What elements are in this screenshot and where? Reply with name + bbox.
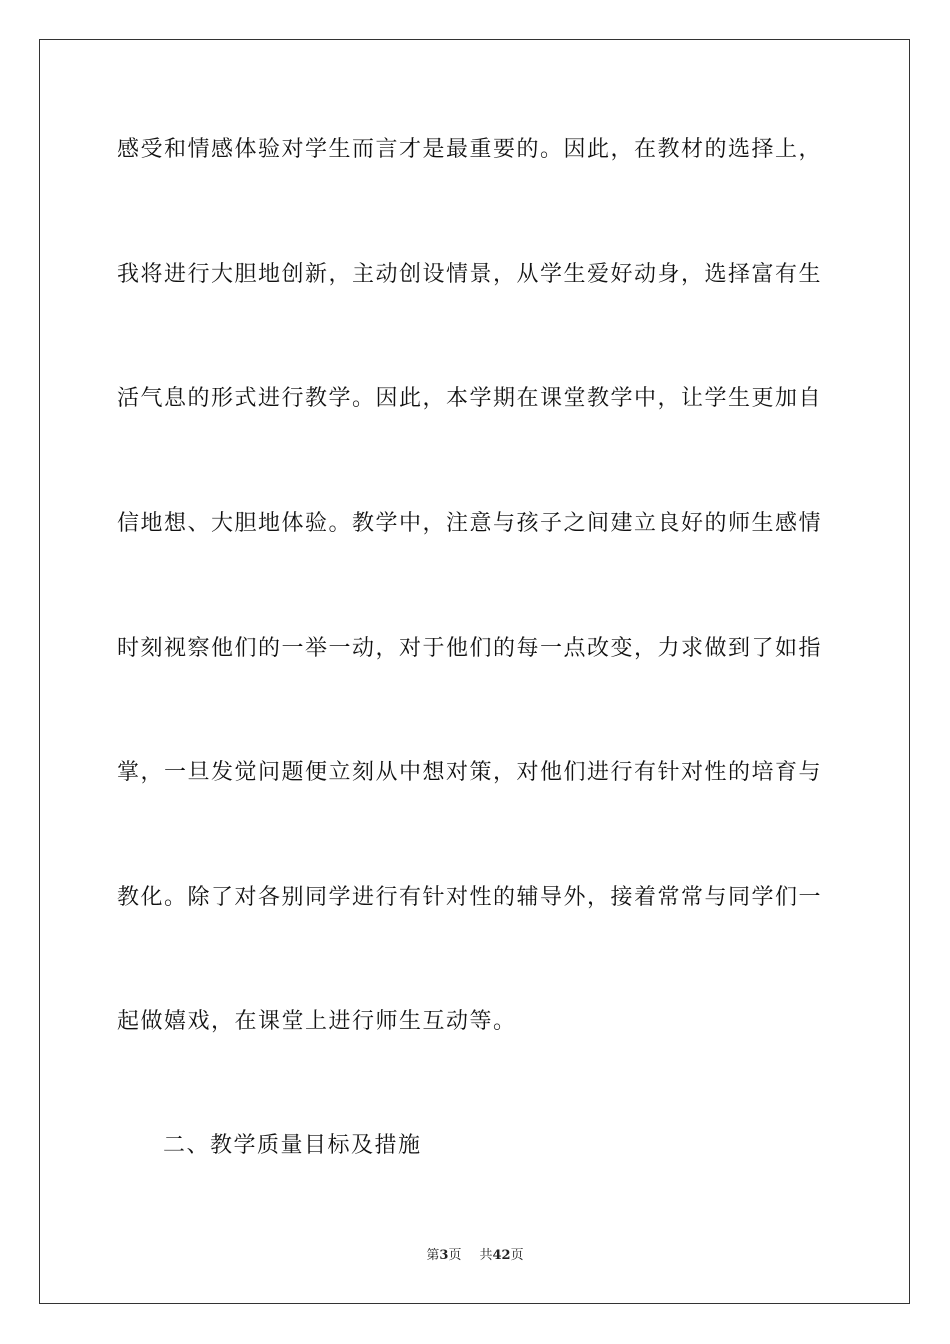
paragraph-line-3: 活气息的形式进行教学。因此，本学期在课堂教学中，让学生更加自 xyxy=(117,386,823,411)
footer-page-unit: 页 xyxy=(448,1248,462,1263)
paragraph-line-4: 信地想、大胆地体验。教学中，注意与孩子之间建立良好的师生感情 xyxy=(117,511,823,536)
paragraph-line-6: 掌，一旦发觉问题便立刻从中想对策，对他们进行有针对性的培育与 xyxy=(117,760,823,785)
total-page-count: 42 xyxy=(492,1248,511,1263)
paragraph-line-7: 教化。除了对各别同学进行有针对性的辅导外，接着常常与同学们一 xyxy=(117,885,823,910)
paragraph-line-8: 起做嬉戏，在课堂上进行师生互动等。 xyxy=(117,1009,517,1034)
current-page-number: 3 xyxy=(439,1248,449,1263)
footer-prefix: 第 xyxy=(426,1248,440,1263)
section-heading: 二、教学质量目标及措施 xyxy=(163,1133,422,1158)
paragraph-line-2: 我将进行大胆地创新，主动创设情景，从学生爱好动身，选择富有生 xyxy=(117,262,823,287)
footer-total-unit: 页 xyxy=(510,1248,524,1263)
page-footer xyxy=(0,1247,950,1265)
footer-total-prefix: 共 xyxy=(479,1248,493,1263)
paragraph-line-5: 时刻视察他们的一举一动，对于他们的每一点改变，力求做到了如指 xyxy=(117,636,823,661)
page-border xyxy=(39,39,910,1304)
paragraph-line-1: 感受和情感体验对学生而言才是最重要的。因此，在教材的选择上， xyxy=(117,137,823,162)
